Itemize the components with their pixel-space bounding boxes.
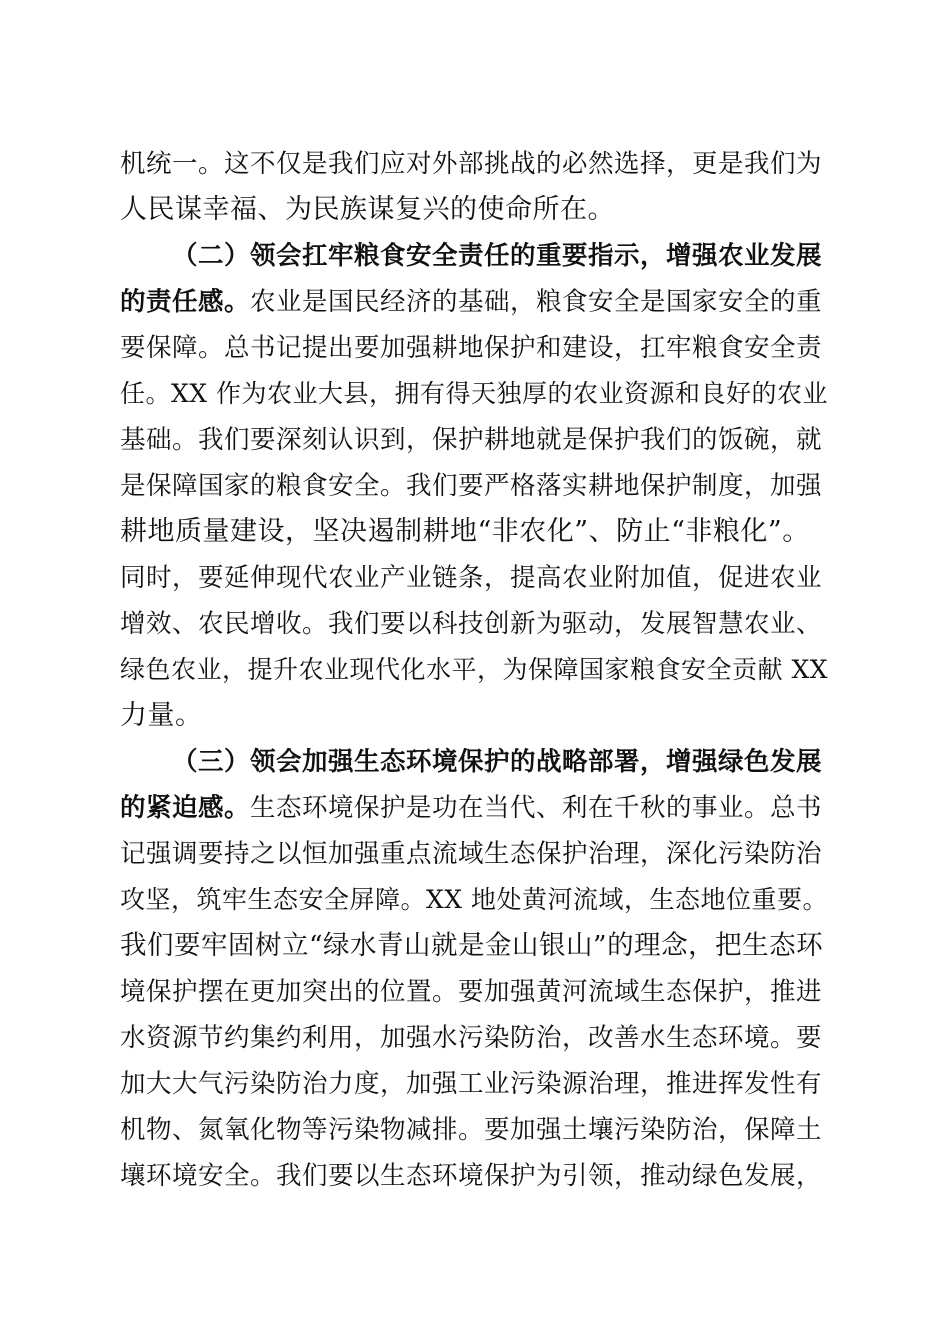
text-line: 任。XX 作为农业大县，拥有得天独厚的农业资源和良好的农业 [120, 379, 829, 408]
text-line: 增效、农民增收。我们要以科技创新为驱动，发展智慧农业、 [120, 609, 823, 639]
text-line [120, 279, 822, 325]
text-span: 生态环境保护是功在当代、利在千秋的事业。总书 [250, 793, 823, 823]
text-line: 要保障。总书记提出要加强耕地保护和建设，扛牢粮食安全责 [120, 333, 823, 363]
text-line: 水资源节约集约利用，加强水污染防治，改善水生态环境。要 [120, 1023, 823, 1053]
section-3-heading: （三）领会加强生态环境保护的战略部署，增强绿色发展 [172, 747, 823, 777]
text-line: 机统一。这不仅是我们应对外部挑战的必然选择，更是我们为 [120, 149, 823, 179]
text-line: 基础。我们要深刻认识到，保护耕地就是保护我们的饭碗，就 [120, 425, 823, 455]
section-2-heading-tail: 的责任感。 [120, 287, 251, 317]
text-line: 境保护摆在更加突出的位置。要加强黄河流域生态保护，推进 [120, 977, 823, 1007]
text-line: 壤环境安全。我们要以生态环境保护为引领，推动绿色发展， [120, 1161, 823, 1191]
text-line: 绿色农业，提升农业现代化水平，为保障国家粮食安全贡献 XX [120, 655, 829, 684]
text-line: 攻坚，筑牢生态安全屏障。XX 地处黄河流域，生态地位重要。 [120, 885, 829, 914]
text-span: 农业是国民经济的基础，粮食安全是国家安全的重 [250, 287, 823, 317]
text-line: 机物、氮氧化物等污染物减排。要加强土壤污染防治，保障土 [120, 1115, 823, 1145]
section-3-heading-tail: 的紧迫感。 [120, 793, 251, 823]
text-line: 我们要牢固树立“绿水青山就是金山银山”的理念，把生态环 [120, 930, 824, 961]
text-line: 记强调要持之以恒加强重点流域生态保护治理，深化污染防治 [120, 839, 823, 869]
text-line: 人民谋幸福、为民族谋复兴的使命所在。 [120, 194, 615, 225]
text-line: 是保障国家的粮食安全。我们要严格落实耕地保护制度，加强 [120, 471, 823, 501]
text-line: 同时，要延伸现代农业产业链条，提高农业附加值，促进农业 [120, 563, 823, 593]
text-line: 耕地质量建设，坚决遏制耕地“非农化”、防止“非粮化”。 [120, 516, 810, 547]
text-line: 加大大气污染防治力度，加强工业污染源治理，推进挥发性有 [120, 1069, 823, 1099]
section-2-heading: （二）领会扛牢粮食安全责任的重要指示，增强农业发展 [172, 241, 823, 271]
text-line: 力量。 [120, 700, 203, 731]
text-line [120, 785, 822, 831]
